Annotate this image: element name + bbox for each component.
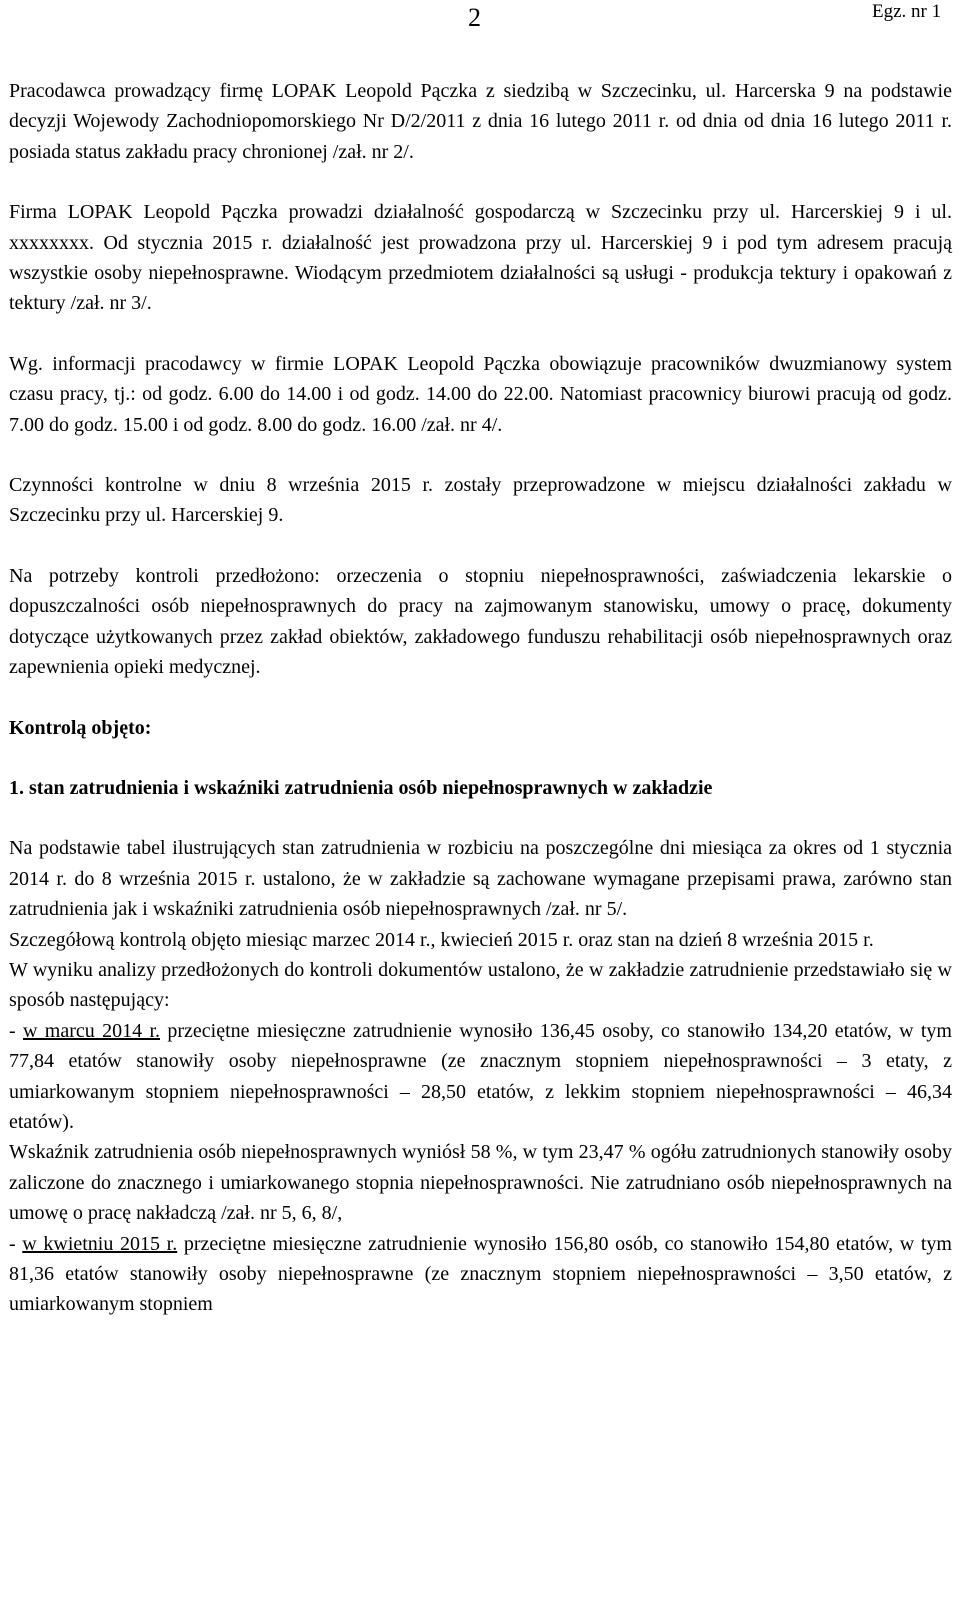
copy-label: Egz. nr 1 [872,1,942,22]
list-dash: - [9,1019,24,1042]
paragraph-submitted-documents: Na potrzeby kontroli przedłożono: orzeczenia o stopniu niepełnosprawności, zaświadczenia lekarskie o dopuszczalności osób niepełnosprawnych do pracy na zajmowanym stanowisku, umowy o pracę, dokumenty dotyczące użytkowanych przez zakład obiektów, zakładowego funduszu rehabilitacji osób niepełnosprawnych oraz zapewnienia opieki medycznej. [9,564,952,679]
section-heading-employment: 1. stan zatrudnienia i wskaźniki zatrudnienia osób niepełnosprawnych w zakładzie [9,776,713,799]
march-2014-text: przeciętne miesięczne zatrudnienie wynosiło 136,45 osoby, co stanowiło 134,20 etatów, w tym 77,84 etatów stanowiły osoby niepełnosprawne (ze znacznym stopniem niepełnosprawności – 3 etaty, z umiarkowanym stopniem niepełnosprawności – 28,50 etatów, z lekkim stopniem niepełnosprawności – 46,34 etatów). [9,1019,952,1133]
paragraph-march-2014 [9,1016,952,1138]
list-dash: - [9,1232,23,1255]
paragraph-employer-status: Pracodawca prowadzący firmę LOPAK Leopold Pączka z siedzibą w Szczecinku, ul. Harcerska 9 na podstawie decyzji Wojewody Zachodniopomorskiego Nr D/2/2011 z dnia 16 lutego 2011 r. od dnia od dnia 16 lutego 2011 r. posiada status zakładu pracy chronionej /zał. nr 2/. [9,80,952,163]
period-april-2015: w kwietniu 2015 r. [22,1232,178,1255]
period-march-2014: w marcu 2014 r. [23,1019,161,1042]
paragraph-company-activity: Firma LOPAK Leopold Pączka prowadzi działalność gospodarczą w Szczecinku przy ul. Harcerskiej 9 i ul. xxxxxxxx. Od stycznia 2015 r. działalność jest prowadzona przy ul. Harcerskiej 9 i pod tym adresem pracują wszystkie osoby niepełnosprawne. Wiodącym przedmiotem działalności są usługi - produkcja tektury i opakowań z tektury /zał. nr 3/. [9,201,952,315]
paragraph-detailed-scope: Szczegółową kontrolą objęto miesiąc marzec 2014 r., kwiecień 2015 r. oraz stan na dzień 8 września 2015 r. [9,928,874,951]
paragraph-employment-ratio: Wskaźnik zatrudnienia osób niepełnosprawnych wyniósł 58 %, w tym 23,47 % ogółu zatrudnionych stanowiły osoby zaliczone do znacznego i umiarkowanego stopnia niepełnosprawności. Nie zatrudniano osób niepełnosprawnych na umowę o pracę nakładczą /zał. nr 5, 6, 8/, [9,1141,952,1225]
document-body [9,76,952,1320]
heading-scope: Kontrolą objęto: [9,716,152,739]
april-2015-text: przeciętne miesięczne zatrudnienie wynosiło 156,80 osób, co stanowiło 154,80 etatów, w tym 81,36 etatów stanowiły osoby niepełnosprawne (ze znacznym stopniem niepełnosprawności – 3,50 etatów, z umiarkowanym stopniem [9,1232,952,1316]
page-number: 2 [468,3,481,32]
paragraph-work-schedule: Wg. informacji pracodawcy w firmie LOPAK Leopold Pączka obowiązuje pracowników dwuzmianowy system czasu pracy, tj.: od godz. 6.00 do 14.00 i od godz. 14.00 do 22.00. Natomiast pracownicy biurowi pracują od godz. 7.00 do godz. 15.00 i od godz. 8.00 do godz. 16.00 /zał. nr 4/. [9,352,952,436]
paragraph-employment-findings: Na podstawie tabel ilustrujących stan zatrudnienia w rozbiciu na poszczególne dni miesiąca za okres od 1 stycznia 2014 r. do 8 września 2015 r. ustalono, że w zakładzie są zachowane wymagane przepisami prawa, zarówno stan zatrudnienia jak i wskaźniki zatrudnienia osób niepełnosprawnych /zał. nr 5/. [9,837,952,921]
paragraph-analysis-result: W wyniku analizy przedłożonych do kontroli dokumentów ustalono, że w zakładzie zatrudnienie przedstawiało się w sposób następujący: [9,958,952,1012]
paragraph-inspection-date: Czynności kontrolne w dniu 8 września 2015 r. zostały przeprowadzone w miejscu działalności zakładu w Szczecinku przy ul. Harcerskiej 9. [9,474,952,527]
paragraph-april-2015 [9,1229,952,1320]
